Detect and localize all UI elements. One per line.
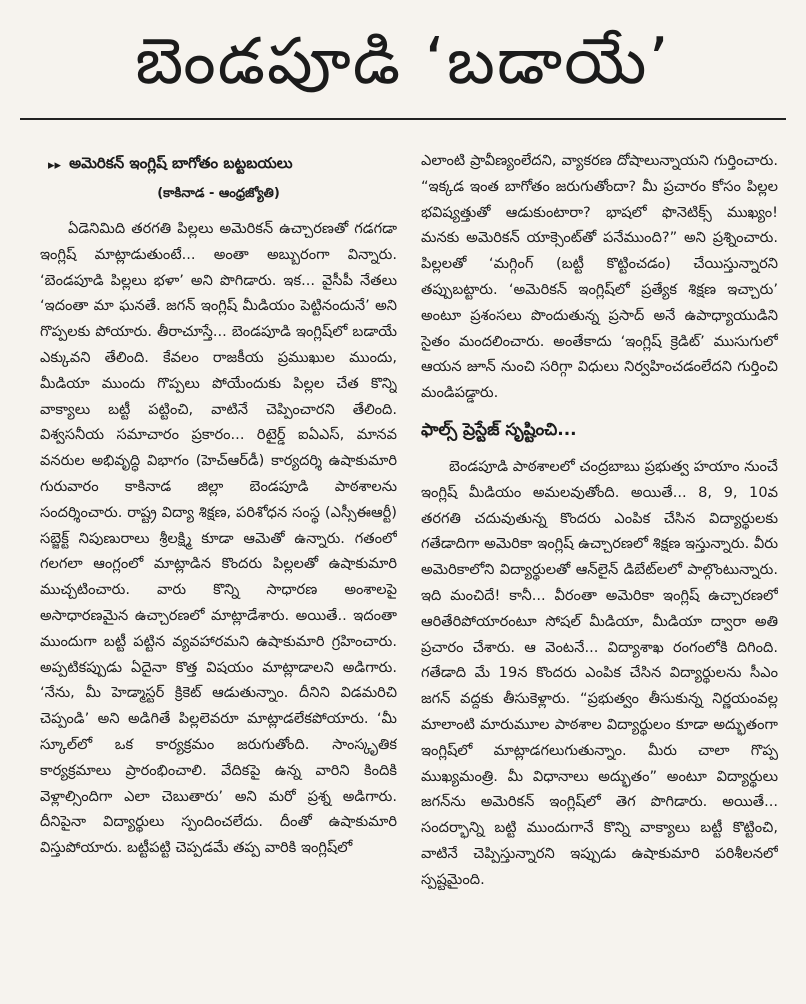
subheading: ఫాల్స్ ప్రెస్టేజ్ సృష్టించి... [421,419,577,440]
kicker-text: అమెరికన్ ఇంగ్లిష్ బాగోతం బట్టబయలు [69,154,293,172]
body-paragraph-left: ఏడెనిమిది తరగతి పిల్లలు అమెరికన్ ఉచ్చారణతో గడగడా ఇంగ్లిష్ మాట్లాడుతుంటే... అంతా అబ్బురంగా విన్నారు. ‘బెండపూడి పిల్లలు భళా’ అని పొగిడారు. ఇక... వైసీపీ నేతలు ‘ఇదంతా మా ఘనతే. జగన్ ఇంగ్లిష్ మీడియం పెట్టినందునే’ అని గొప్పలకు పోయారు. తీరాచూస్తే... బెండపూడి ఇంగ్లిష్‌లో బడాయే ఎక్కువని తేలింది. కేవలం రాజకీయ ప్రముఖుల ముందు, మీడియా ముందు గొప్పలు పోయేందుకు పిల్లల చేత కొన్ని వాక్యాలు బట్టీ పట్టించి, వాటినే చెప్పించారని తేలింది. విశ్వసనీయ సమాచారం ప్రకారం... రిటైర్డ్ ఐఏఎస్, మానవ వనరుల అభివృద్ధి విభాగం (హెచ్ఆర్‌డీ) కార్యదర్శి ఉషాకుమారి గురువారం కాకినాడ జిల్లా బెండపూడి పాఠశాలను సందర్శించారు. రాష్ట్ర విద్యా శిక్షణ, పరిశోధన సంస్థ (ఎస్సీఈఆర్టీ) సబ్జెక్ట్ నిపుణురాలు శ్రీలక్ష్మి కూడా ఆమెతో ఉన్నారు. గతంలో గలగలా ఆంగ్లంలో మాట్లాడిన కొందరు పిల్లలతో ఉషాకుమారి ముచ్చటించారు. వారు కొన్ని సాధారణ అంశాలపై అసాధారణమైన ఉచ్చారణలో మాట్లాడేశారు. అయితే.. ఇదంతా ముందుగా బట్టీ పట్టిన వ్యవహారమని ఉషాకుమారి గ్రహించారు. అప్పటికప్పుడు ఏదైనా కొత్త విషయం మాట్లాడాలని అడిగారు. ‘నేను, మీ హెడ్మాస్టర్ క్రికెట్ ఆడుతున్నాం. దీనిని విడమరిచి చెప్పండి’ అని అడిగితే పిల్లలెవరూ మాట్లాడలేకపోయారు. ‘మీ స్కూల్‌లో ఒక కార్యక్రమం జరుగుతోంది. సాంస్కృతిక కార్యక్రమాలు ప్రారంభించాలి. వేదికపై ఉన్న వారిని కిందికి వెళ్లాల్సిందిగా ఎలా చెబుతారు’ అని మరో ప్రశ్న అడిగారు. దీనిపైనా విద్యార్థులు స్పందించలేదు. దీంతో ఉషాకుమారి విస్తుపోయారు. బట్టీపట్టి చెప్పడమే తప్ప వారికి ఇంగ్లిష్‌లో [40,220,397,857]
double-arrow-icon: ▸▸ [48,157,62,173]
body-paragraph-right-2: బెండపూడి పాఠశాలలో చంద్రబాబు ప్రభుత్వ హయాం నుంచే ఇంగ్లిష్ మీడియం అమలవుతోంది. అయితే... 8, 9, 10వ తరగతి చదువుతున్న కొందరు ఎంపిక చేసిన విద్యార్థులకు గతేడాదిగా అమెరికా ఇంగ్లిష్ ఉచ్చారణలో శిక్షణ ఇస్తున్నారు. వీరు అమెరికాలోని విద్యార్థులతో ఆన్‌లైన్ డిబేట్‌లలో పాల్గొంటున్నారు. ఇది మంచిదే! కానీ... వీరంతా అమెరికా ఇంగ్లిష్ ఉచ్చారణలో ఆరితేరిపోయారంటూ సోషల్ మీడియా, మీడియా ద్వారా అతి ప్రచారం చేశారు. ఆ వెంటనే... విద్యాశాఖ రంగంలోకి దిగింది. గతేడాది మే 19న కొందరు ఎంపిక చేసిన విద్యార్థులను సీఎం జగన్ వద్దకు తీసుకెళ్లారు. “ప్రభుత్వం తీసుకున్న నిర్ణయంవల్ల మాలాంటి మారుమూల పాఠశాల విద్యార్థులం కూడా అద్భుతంగా ఇంగ్లిష్‌లో మాట్లాడగలుగుతున్నాం. మీరు చాలా గొప్ప ముఖ్యమంత్రి. మీ విధానాలు అద్భుతం” అంటూ విద్యార్థులు జగన్‌ను అమెరికన్ ఇంగ్లిష్‌లో తెగ పొగిడారు. అయితే... సందర్భాన్ని బట్టి ముందుగానే కొన్ని వాక్యాలు బట్టీ కొట్టించి, వాటినే చెప్పిస్తున్నారని ఇప్పుడు ఉషాకుమారి పరిశీలనలో స్పష్టమైంది. [421,457,778,888]
headline: బెండపూడి ‘బడాయే’ [135,25,671,99]
kicker [48,154,397,176]
body-paragraph-right-1: ఎలాంటి ప్రావీణ్యంలేదని, వ్యాకరణ దోషాలున్నాయని గుర్తించారు. “ఇక్కడ ఇంత బాగోతం జరుగుతోందా? మీ ప్రచారం కోసం పిల్లల భవిష్యత్తుతో ఆడుకుంటారా? భాషలో ఫొనెటిక్స్ ముఖ్యం! మనకు అమెరికన్ యాక్సెంట్‌తో పనేముంది?” అని ప్రశ్నించారు. పిల్లలతో ‘మగ్గింగ్ (బట్టీ కొట్టించడం) చేయిస్తున్నారని తప్పుబట్టారు. ‘అమెరికన్ ఇంగ్లిష్‌లో ప్రత్యేక శిక్షణ ఇచ్చారు’ అంటూ ప్రశంసలు పొందుతున్న ప్రసాద్ అనే ఉపాధ్యాయుడిని సైతం మందలించారు. అంతేకాదు ‘ఇంగ్లిష్ క్రెడిట్’ ముసుగులో ఆయన జూన్ నుంచి సరిగ్గా విధులు నిర్వహించడంలేదని గుర్తించి మండిపడ్డారు. [421,152,778,402]
right-column [421,148,778,996]
left-column [40,148,397,996]
article-columns [40,148,778,996]
dateline: (కాకినాడ - ఆంధ్రజ్యోతి) [157,186,280,201]
headline-rule [20,118,786,120]
